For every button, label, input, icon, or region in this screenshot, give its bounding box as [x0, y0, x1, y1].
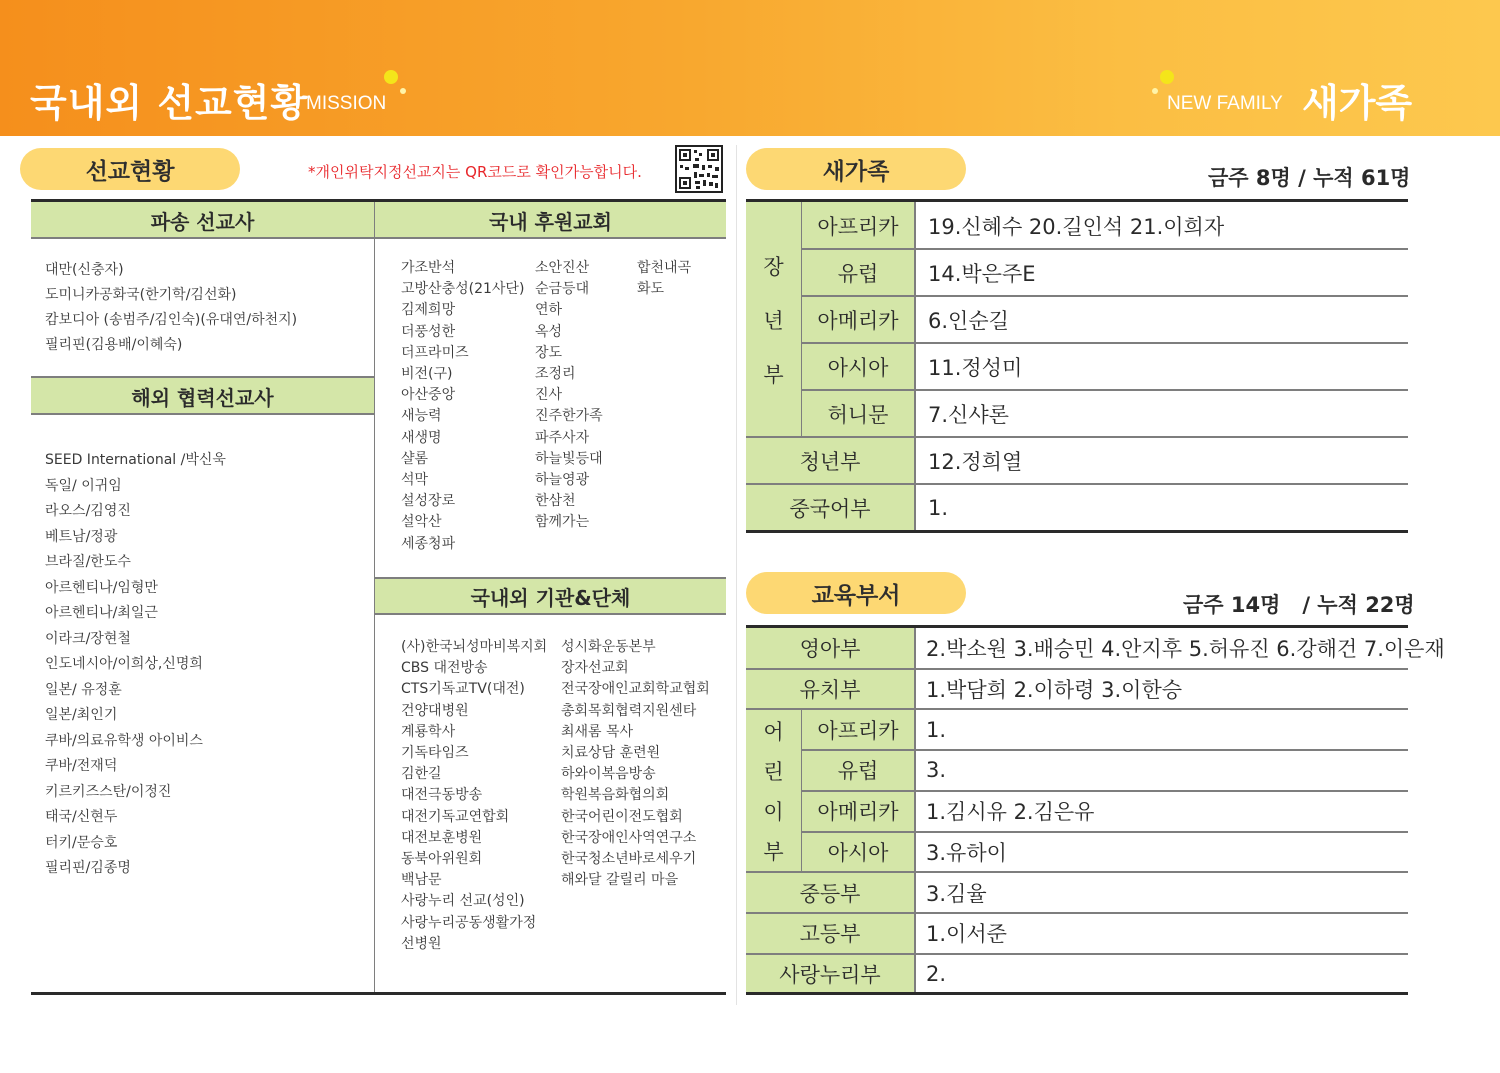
list-item: 치료상담 훈련원	[561, 745, 661, 762]
list-item: 진사	[535, 387, 563, 404]
group-label-char: 어	[763, 719, 784, 744]
row-label: 아시아	[827, 840, 889, 865]
row-value: 14.박은주E	[928, 261, 1036, 286]
row-label: 중등부	[799, 881, 861, 906]
row-label: 유치부	[799, 678, 861, 703]
row-value: 3.유하이	[926, 840, 1007, 865]
newfamily-page-subtitle: NEW FAMILY	[1167, 93, 1283, 114]
domestic-churches-col1	[401, 258, 524, 555]
row-value: 7.신샤론	[928, 402, 1009, 427]
overseas-missionaries-list	[45, 448, 226, 882]
row-label: 영아부	[799, 637, 861, 662]
list-item: 더풍성한	[401, 323, 456, 340]
qr-note: *개인위탁지정선교지는 QR코드로 확인가능합니다.	[308, 163, 642, 181]
table-bottom-rule	[746, 530, 1408, 533]
decor-dot-icon	[1160, 70, 1174, 84]
list-item: 김제희망	[401, 302, 456, 319]
row-label: 사랑누리부	[779, 962, 881, 987]
organizations-col2	[561, 637, 710, 891]
list-item: 전국장애인교회학교협회	[561, 681, 710, 698]
list-item: 이라크/장현철	[45, 630, 131, 647]
list-item: (사)한국뇌성마비복지회	[401, 639, 548, 655]
qr-code-icon[interactable]	[675, 145, 723, 193]
row-label: 아메리카	[817, 308, 899, 333]
header-banner	[0, 0, 1500, 136]
list-item: 세종청파	[401, 535, 456, 552]
group-label-char: 년	[763, 308, 784, 333]
list-item: 기독타임즈	[401, 745, 469, 762]
list-item: 새생명	[401, 429, 442, 446]
list-item: 일본/ 유정훈	[45, 681, 122, 698]
education-dept-pill: 교육부서	[746, 572, 966, 614]
list-item: 키르키즈스탄/이정진	[45, 783, 172, 800]
newfamily-page-title: 새가족	[1302, 81, 1413, 125]
new-family-pill: 새가족	[746, 148, 966, 190]
list-item: 한삼천	[535, 493, 576, 510]
list-item: 대전기독교연합회	[401, 808, 510, 825]
children-group-label	[746, 709, 801, 872]
organizations-col1	[401, 637, 547, 955]
row-value: 12.정희열	[928, 449, 1023, 474]
mission-page-subtitle: MISSION	[306, 93, 387, 114]
column-divider	[914, 202, 916, 531]
list-item: 동북아위원회	[401, 851, 483, 868]
domestic-churches-col3	[637, 258, 691, 300]
list-item: 고방산충성(21사단)	[401, 281, 525, 298]
page-divider	[736, 145, 737, 1005]
list-item: 해와달 갈릴리 마을	[561, 872, 679, 889]
list-item: 연하	[535, 302, 563, 319]
list-item: 새능력	[401, 408, 442, 425]
list-item: 하늘영광	[535, 472, 590, 489]
list-item: 라오스/김영진	[45, 503, 131, 519]
list-item: 설악산	[401, 514, 442, 531]
decor-dot-icon	[384, 70, 398, 84]
list-item: 계룡학사	[401, 723, 456, 740]
list-item: 샬롬	[401, 450, 429, 467]
list-item: 캄보디아 (송범주/김인숙)(유대연/하천지)	[45, 312, 298, 328]
young-adult-group-label	[746, 202, 801, 437]
list-item: 필리핀(김용배/이혜숙)	[45, 337, 183, 353]
sent-missionaries-list	[45, 258, 297, 358]
list-item: 베트남/정광	[45, 528, 118, 545]
list-item: 아산중앙	[401, 387, 456, 404]
row-label: 아프리카	[817, 718, 899, 743]
group-label-char: 이	[763, 799, 784, 824]
row-value: 1.김시유 2.김은유	[926, 800, 1095, 825]
list-item: 하늘빛등대	[535, 450, 603, 467]
row-value: 2.박소원 3.배승민 4.안지후 5.허유진 6.강해건 7.이은재	[926, 637, 1445, 662]
list-item: 한국어린이전도협회	[561, 808, 683, 825]
organizations-header: 국내외 기관&단체	[470, 586, 631, 610]
row-value: 19.신혜수 20.길인석 21.이희자	[928, 214, 1225, 239]
list-item: 한국청소년바로세우기	[561, 851, 697, 868]
row-value: 1.박담희 2.이하령 3.이한승	[926, 678, 1183, 703]
list-item: CBS 대전방송	[401, 660, 488, 677]
list-item: 건양대병원	[401, 702, 469, 719]
education-count: 금주 14명 / 누적 22명	[1183, 593, 1415, 617]
list-item: 대만(신충자)	[45, 262, 124, 278]
list-item: 순금등대	[535, 281, 590, 298]
row-value: 1.이서준	[926, 922, 1007, 947]
row-label: 고등부	[799, 922, 861, 947]
row-label: 아시아	[827, 355, 889, 380]
row-label: 아메리카	[817, 800, 899, 825]
list-item: 대전극동방송	[401, 787, 483, 804]
list-item: 장도	[535, 344, 563, 361]
list-item: 대전보훈병원	[401, 829, 483, 846]
list-item: 아르헨티나/임형만	[45, 579, 158, 596]
row-value: 1.	[928, 495, 949, 520]
list-item: 김한길	[401, 766, 442, 783]
row-label: 유럽	[837, 261, 879, 286]
list-item: 한국장애인사역연구소	[561, 829, 697, 846]
mission-status-pill: 선교현황	[20, 148, 240, 190]
list-item: 사랑누리 선교(성인)	[401, 893, 525, 910]
list-item: 백남문	[401, 872, 442, 889]
decor-dot-icon	[1152, 88, 1158, 94]
list-item: 독일/ 이귀임	[45, 477, 122, 494]
list-item: 비전(구)	[401, 366, 453, 383]
row-label: 유럽	[837, 759, 879, 784]
table-bottom-rule	[746, 992, 1408, 995]
list-item: 하와이복음방송	[561, 766, 656, 783]
row-value: 6.인순길	[928, 308, 1009, 333]
group-label-char: 린	[763, 759, 784, 784]
list-item: 브라질/한도수	[45, 554, 131, 570]
overseas-missionaries-header: 해외 협력선교사	[131, 385, 274, 410]
list-item: 필리핀/김종명	[45, 860, 131, 876]
row-value: 1.	[926, 717, 947, 742]
list-item: 화도	[637, 281, 665, 298]
row-value: 3.	[926, 758, 947, 783]
group-label-char: 부	[763, 839, 784, 864]
list-item: 가조반석	[401, 260, 456, 276]
list-item: SEED International /박신욱	[45, 452, 226, 468]
group-label-char: 장	[763, 254, 784, 279]
list-item: 소안진산	[535, 260, 590, 276]
list-item: 조정리	[535, 366, 576, 383]
row-label: 청년부	[799, 449, 861, 474]
row-value: 2.	[926, 961, 947, 986]
list-item: 장자선교회	[561, 660, 629, 677]
list-item: 최새롬 목사	[561, 723, 634, 740]
list-item: 설성장로	[401, 493, 456, 510]
row-label: 중국어부	[789, 496, 871, 521]
decor-dot-icon	[400, 88, 406, 94]
list-item: 총회목회협력지원센타	[561, 702, 697, 719]
sent-missionaries-header: 파송 선교사	[150, 209, 255, 234]
list-item: 선병원	[401, 935, 442, 952]
list-item: 더프라미즈	[401, 344, 469, 361]
row-label: 허니문	[827, 402, 889, 427]
mission-page-title: 국내외 선교현황	[30, 81, 309, 125]
list-item: 쿠바/의료유학생 아이비스	[45, 732, 203, 749]
group-label-char: 부	[763, 362, 784, 387]
list-item: 학원복음화협의회	[561, 787, 670, 804]
list-item: 함께가는	[535, 514, 590, 531]
row-value: 11.정성미	[928, 355, 1023, 380]
list-item: 진주한가족	[535, 408, 603, 425]
list-item: 터키/문승호	[45, 834, 118, 851]
new-family-count: 금주 8명 / 누적 61명	[1208, 166, 1411, 190]
column-divider	[914, 628, 916, 993]
list-item: 일본/최인기	[45, 707, 118, 723]
list-item: CTS기독교TV(대전)	[401, 681, 525, 698]
domestic-churches-header: 국내 후원교회	[489, 209, 612, 234]
list-item: 성시화운동본부	[561, 639, 656, 655]
list-item: 파주사자	[535, 429, 590, 446]
list-item: 태국/신현두	[45, 809, 118, 825]
list-item: 쿠바/전재덕	[45, 758, 118, 774]
list-item: 사랑누리공동생활가정	[401, 914, 537, 931]
row-value: 3.김율	[926, 881, 987, 906]
list-item: 아르헨티나/최일근	[45, 605, 158, 621]
list-item: 도미니카공화국(한기학/김선화)	[45, 287, 237, 303]
list-item: 석막	[401, 472, 429, 489]
domestic-churches-col2	[535, 258, 603, 534]
list-item: 인도네시아/이희상,신명희	[45, 656, 203, 672]
row-label: 아프리카	[817, 214, 899, 239]
list-item: 옥성	[535, 323, 563, 340]
table-bottom-rule	[31, 992, 726, 995]
list-item: 합천내곡	[637, 260, 692, 276]
